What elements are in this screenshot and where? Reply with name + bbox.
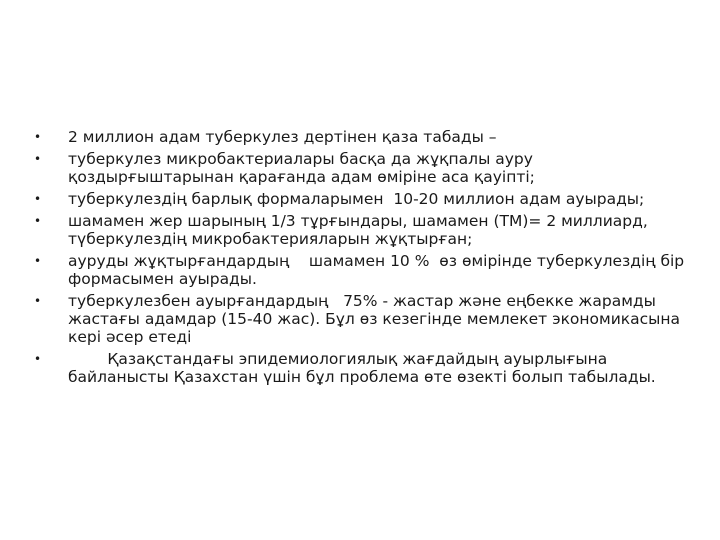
bullet-dot-icon: • — [34, 254, 42, 268]
bullet-text: туберкулез микробактериалары басқа да жұқпалы ауру қоздырғыштарынан қарағанда адам өміріне аса қауіпті; — [68, 150, 538, 186]
bullet-dot-icon: • — [34, 192, 42, 206]
bullet-text: ауруды жұқтырғандардың шамамен 10 % өз өмірінде туберкулездің бір формасымен ауырады. — [68, 252, 690, 288]
bullet-dot-icon: • — [34, 214, 42, 228]
bullet-item-5 — [34, 252, 694, 288]
bullet-item-2 — [34, 150, 694, 186]
bullet-dot-icon: • — [34, 130, 42, 144]
bullet-text: шамамен жер шарының 1/3 тұрғындары, шамамен (ТМ)= 2 миллиард, түберкулездің микробактерияларын жұқтырған; — [68, 212, 653, 248]
bullet-dot-icon: • — [34, 294, 42, 308]
bullet-dot-icon: • — [34, 352, 42, 366]
bullet-list — [34, 128, 694, 390]
bullet-item-3 — [34, 190, 694, 208]
bullet-text: туберкулезбен ауырғандардың 75% - жастар және еңбекке жарамды жастағы адамдар (15-40 жас). Бұл өз кезегінде мемлекет экономикасына кері әсер етеді — [68, 292, 685, 346]
bullet-item-7 — [34, 350, 694, 386]
bullet-item-4 — [34, 212, 694, 248]
bullet-text: Қазақстандағы эпидемиологиялық жағдайдың ауырлығына байланысты Қазахстан үшін бұл проблема өте өзекті болып табылады. — [68, 350, 656, 386]
bullet-item-6 — [34, 292, 694, 346]
bullet-text: 2 миллион адам туберкулез дертінен қаза табады – — [68, 128, 497, 146]
bullet-item-1 — [34, 128, 694, 146]
bullet-text: туберкулездің барлық формаларымен 10-20 миллион адам ауырады; — [68, 190, 645, 208]
bullet-dot-icon: • — [34, 152, 42, 166]
